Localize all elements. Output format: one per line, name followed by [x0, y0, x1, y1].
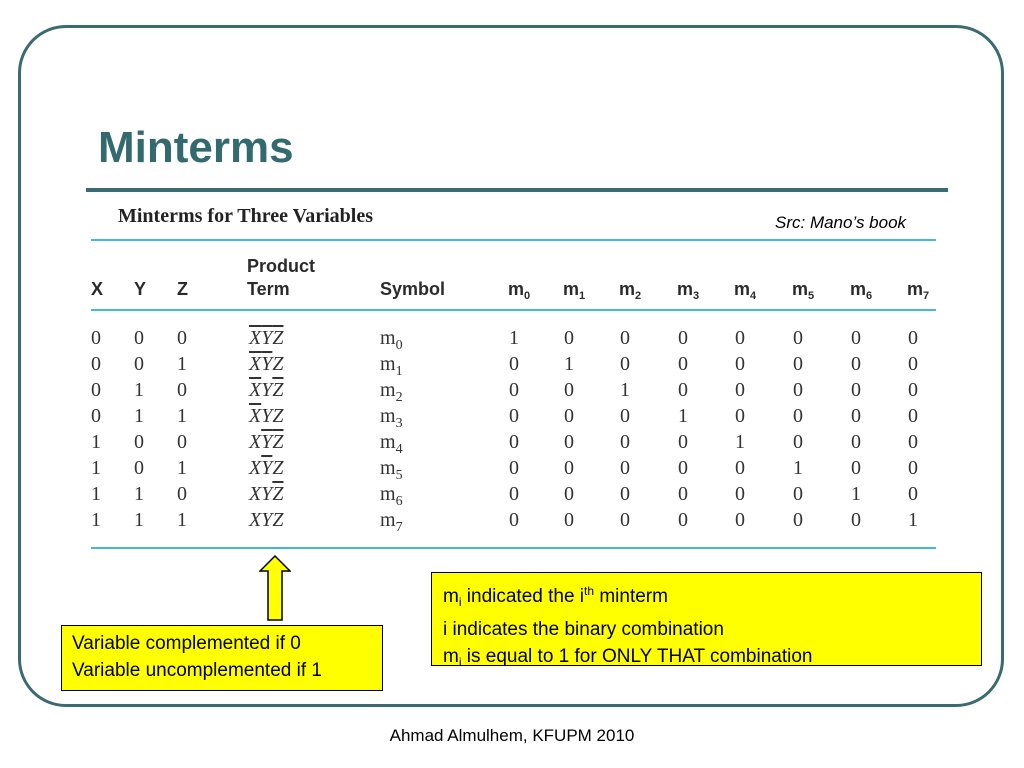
cell-product-term	[249, 429, 283, 455]
cell-y: 0	[134, 353, 144, 375]
term-literal: $\overline{X}$	[249, 327, 262, 349]
callout-line: Variable uncomplemented if 1	[72, 660, 322, 681]
cell-z: 1	[177, 509, 187, 531]
callout-m: m	[443, 646, 459, 667]
cell-m0: 0	[509, 483, 519, 505]
cell-product-term	[249, 455, 283, 481]
header-symbol: Symbol	[380, 279, 446, 299]
cell-m4: 0	[735, 405, 745, 427]
cell-symbol: $m_6$	[380, 483, 403, 509]
cell-m1: 0	[564, 379, 574, 401]
cell-m5: 0	[793, 379, 803, 401]
cell-m6: 0	[851, 327, 861, 349]
cell-m0: 0	[509, 457, 519, 479]
cell-x: 1	[91, 457, 101, 479]
cell-m3: 0	[678, 379, 688, 401]
header-z: Z	[177, 279, 188, 299]
cell-m0: 0	[509, 405, 519, 427]
title-divider	[86, 188, 948, 192]
cell-m5: 0	[793, 483, 803, 505]
cell-m7: 0	[908, 353, 918, 375]
cell-m2: 0	[620, 405, 630, 427]
cell-m0: 0	[509, 509, 519, 531]
cell-m6: 0	[851, 405, 861, 427]
cell-y: 1	[134, 379, 144, 401]
term-literal: Y	[261, 379, 273, 401]
term-literal: X	[249, 509, 262, 531]
cell-m5: 0	[793, 431, 803, 453]
cell-y: 1	[134, 405, 144, 427]
cell-x: 0	[91, 379, 101, 401]
cell-m5: 0	[793, 327, 803, 349]
cell-m2: 0	[620, 431, 630, 453]
cell-x: 1	[91, 431, 101, 453]
term-literal: Z	[272, 509, 284, 531]
cell-symbol: $m_0$	[380, 327, 403, 353]
callout-line	[443, 643, 981, 676]
cell-y: 0	[134, 327, 144, 349]
cell-symbol: $m_2$	[380, 379, 403, 405]
term-literal: X	[249, 431, 262, 453]
cell-m6: 0	[851, 379, 861, 401]
cell-symbol: $m_5$	[380, 457, 403, 483]
cell-symbol: $m_1$	[380, 353, 403, 379]
cell-product-term	[249, 507, 283, 533]
cell-z: 0	[177, 431, 187, 453]
cell-y: 1	[134, 509, 144, 531]
term-literal: X	[249, 457, 262, 479]
header-product: Product	[247, 256, 316, 276]
cell-m7: 0	[908, 379, 918, 401]
header-m0: $m_0$	[508, 279, 531, 302]
cell-m7: 1	[908, 509, 918, 531]
cell-m0: 0	[509, 431, 519, 453]
cell-z: 0	[177, 327, 187, 349]
callout-line	[443, 578, 981, 616]
cell-m3: 0	[678, 353, 688, 375]
header-m6: $m_6$	[850, 279, 873, 302]
cell-z: 1	[177, 405, 187, 427]
cell-x: 1	[91, 483, 101, 505]
cell-m2: 0	[620, 483, 630, 505]
cell-m7: 0	[908, 431, 918, 453]
cell-m4: 0	[735, 509, 745, 531]
cell-m0: 1	[509, 327, 519, 349]
cell-y: 1	[134, 483, 144, 505]
cell-m4: 0	[735, 483, 745, 505]
cell-m4: 0	[735, 457, 745, 479]
cell-m4: 0	[735, 353, 745, 375]
cell-m1: 0	[564, 405, 574, 427]
cell-product-term	[249, 351, 283, 377]
term-literal: $\overline{Y}$	[261, 327, 273, 349]
cell-m3: 1	[678, 405, 688, 427]
cell-m0: 0	[509, 353, 519, 375]
header-m7: $m_7$	[907, 279, 930, 302]
cell-m1: 0	[564, 431, 574, 453]
slide-title: Minterms	[98, 123, 294, 172]
cell-m4: 0	[735, 379, 745, 401]
callout-text: minterm	[594, 586, 668, 607]
cell-x: 0	[91, 327, 101, 349]
cell-m4: 1	[735, 431, 745, 453]
header-term: Term	[247, 279, 290, 299]
cell-z: 0	[177, 483, 187, 505]
cell-m5: 1	[793, 457, 803, 479]
minterm-callout	[431, 572, 982, 669]
source-note: Src: Mano’s book	[775, 213, 907, 232]
term-literal: $\overline{Z}$	[272, 431, 284, 453]
term-literal: $\overline{Z}$	[272, 379, 284, 401]
cell-m5: 0	[793, 353, 803, 375]
header-m3: $m_3$	[677, 279, 700, 302]
table-bottom-rule	[91, 547, 936, 549]
cell-symbol: $m_4$	[380, 431, 403, 457]
cell-m1: 0	[564, 457, 574, 479]
cell-m2: 0	[620, 353, 630, 375]
cell-product-term	[249, 481, 283, 507]
cell-product-term	[249, 325, 283, 351]
term-literal: $\overline{Y}$	[261, 431, 273, 453]
term-literal: Y	[261, 405, 273, 427]
term-literal: Z	[272, 353, 284, 375]
term-literal: $\overline{Z}$	[272, 327, 284, 349]
cell-x: 1	[91, 509, 101, 531]
term-literal: $\overline{X}$	[249, 405, 262, 427]
cell-y: 0	[134, 457, 144, 479]
header-m1: $m_1$	[563, 279, 586, 302]
cell-x: 0	[91, 353, 101, 375]
cell-m2: 0	[620, 457, 630, 479]
header-m4: $m_4$	[734, 279, 757, 302]
term-literal: Y	[261, 483, 273, 505]
cell-m7: 0	[908, 483, 918, 505]
cell-m1: 0	[564, 509, 574, 531]
term-literal: $\overline{X}$	[249, 379, 262, 401]
header-m2: $m_2$	[619, 279, 642, 302]
cell-z: 1	[177, 457, 187, 479]
complement-callout	[61, 625, 383, 691]
callout-m: m	[443, 586, 459, 607]
cell-m2: 0	[620, 509, 630, 531]
cell-m1: 0	[564, 483, 574, 505]
cell-symbol: $m_3$	[380, 405, 403, 431]
cell-m6: 0	[851, 353, 861, 375]
cell-m3: 0	[678, 327, 688, 349]
callout-line: i indicates the binary combination	[443, 619, 724, 640]
term-literal: X	[249, 483, 262, 505]
table-title: Minterms for Three Variables	[118, 205, 373, 227]
cell-m7: 0	[908, 327, 918, 349]
term-literal: Y	[261, 509, 273, 531]
term-literal: $\overline{Y}$	[261, 457, 273, 479]
cell-m2: 0	[620, 327, 630, 349]
cell-y: 0	[134, 431, 144, 453]
cell-m2: 1	[620, 379, 630, 401]
term-literal: Z	[272, 457, 284, 479]
cell-m0: 0	[509, 379, 519, 401]
cell-m6: 1	[851, 483, 861, 505]
header-m5: $m_5$	[792, 279, 815, 302]
cell-m5: 0	[793, 405, 803, 427]
cell-z: 0	[177, 379, 187, 401]
cell-m5: 0	[793, 509, 803, 531]
callout-sub: i	[458, 655, 462, 669]
cell-m1: 0	[564, 327, 574, 349]
header-x: X	[91, 279, 104, 299]
term-literal: $\overline{X}$	[249, 353, 262, 375]
cell-m3: 0	[678, 483, 688, 505]
header-y: Y	[134, 279, 147, 299]
cell-x: 0	[91, 405, 101, 427]
cell-z: 1	[177, 353, 187, 375]
callout-text: indicated the i	[461, 586, 585, 607]
cell-m4: 0	[735, 327, 745, 349]
cell-m7: 0	[908, 457, 918, 479]
table-top-rule	[91, 239, 936, 241]
cell-m3: 0	[678, 431, 688, 453]
callout-sub: i	[458, 595, 462, 609]
term-literal: $\overline{Y}$	[261, 353, 273, 375]
callout-text: is equal to 1 for ONLY THAT combination	[461, 646, 813, 667]
cell-m3: 0	[678, 457, 688, 479]
table-header-rule	[91, 309, 936, 311]
footer-credit: Ahmad Almulhem, KFUPM 2010	[389, 726, 635, 745]
up-arrow-icon	[259, 555, 291, 621]
cell-m7: 0	[908, 405, 918, 427]
cell-m6: 0	[851, 509, 861, 531]
term-literal: Z	[272, 405, 284, 427]
cell-m3: 0	[678, 509, 688, 531]
cell-symbol: $m_7$	[380, 509, 403, 535]
callout-sup: th	[584, 584, 595, 598]
cell-product-term	[249, 403, 283, 429]
cell-product-term	[249, 377, 283, 403]
cell-m1: 1	[564, 353, 574, 375]
cell-m6: 0	[851, 431, 861, 453]
cell-m6: 0	[851, 457, 861, 479]
term-literal: $\overline{Z}$	[272, 483, 284, 505]
callout-line: Variable complemented if 0	[72, 633, 301, 654]
